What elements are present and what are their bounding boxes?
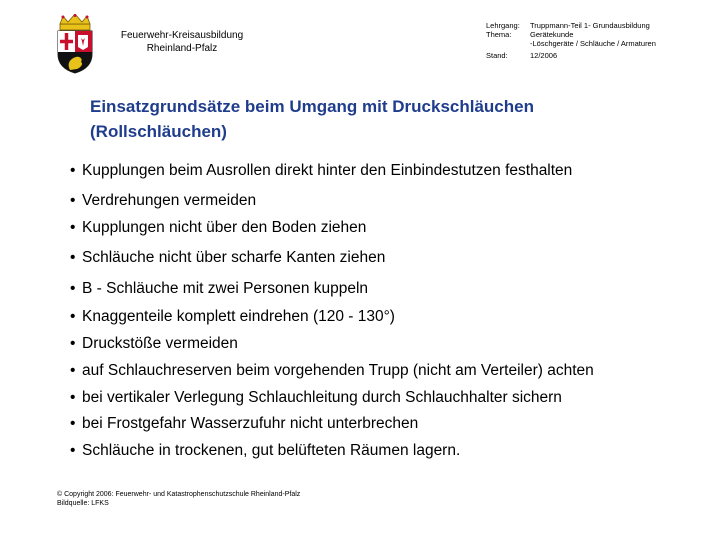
meta-value: 12/2006 <box>530 51 558 60</box>
image-source-text: Bildquelle: LFKS <box>57 500 109 507</box>
meta-key: Stand: <box>486 51 508 60</box>
meta-row-topic-cont <box>486 39 656 48</box>
copyright-text: © Copyright 2006: Feuerwehr- und Katastrophenschutzschule Rheinland-Pfalz <box>57 491 301 498</box>
meta-value: Truppmann-Teil 1- Grundausbildung <box>530 21 650 30</box>
list-item <box>70 389 562 407</box>
list-item <box>70 249 385 267</box>
meta-key <box>486 39 530 48</box>
meta-row-date <box>486 51 656 60</box>
bullet-icon: • <box>70 415 76 432</box>
list-item-text: Schläuche nicht über scharfe Kanten ziehen <box>82 249 386 266</box>
course-meta <box>486 21 656 60</box>
list-item <box>70 442 460 460</box>
bullet-icon: • <box>70 280 76 297</box>
slide-title-line-1: Einsatzgrundsätze beim Umgang mit Druckschläuchen <box>90 97 534 116</box>
organization-line-2: Rheinland-Pfalz <box>146 43 218 54</box>
bullet-icon: • <box>70 219 76 236</box>
meta-key: Thema: <box>486 30 512 39</box>
list-item-text: Schläuche in trockenen, gut belüfteten Räumen lagern. <box>82 442 461 459</box>
list-item-text: auf Schlauchreserven beim vorgehenden Trupp (nicht am Verteiler) achten <box>82 362 594 379</box>
list-item <box>70 162 572 180</box>
footer <box>57 490 300 508</box>
list-item-text: Knaggenteile komplett eindrehen (120 - 130°) <box>82 308 395 325</box>
bullet-icon: • <box>70 442 76 459</box>
bullet-icon: • <box>70 389 76 406</box>
list-item <box>70 280 368 298</box>
bullet-icon: • <box>70 362 76 379</box>
organization-line-1: Feuerwehr-Kreisausbildung <box>120 30 244 41</box>
list-item-text: Kupplungen beim Ausrollen direkt hinter den Einbindestutzen festhalten <box>82 162 573 179</box>
meta-row-course <box>486 21 656 30</box>
slide-title-line-2: (Rollschläuchen) <box>90 122 227 141</box>
list-item <box>70 335 238 353</box>
bullet-icon: • <box>70 249 76 266</box>
organization-name <box>100 29 264 55</box>
list-item-text: B - Schläuche mit zwei Personen kuppeln <box>82 280 369 297</box>
list-item-text: Druckstöße vermeiden <box>82 335 238 352</box>
meta-value: -Löschgeräte / Schläuche / Armaturen <box>530 39 656 48</box>
list-item-text: Kupplungen nicht über den Boden ziehen <box>82 219 367 236</box>
bullet-icon: • <box>70 308 76 325</box>
bullet-icon: • <box>70 162 76 179</box>
bullet-icon: • <box>70 192 76 209</box>
meta-key: Lehrgang: <box>486 21 520 30</box>
list-item <box>70 415 418 433</box>
list-item-text: bei Frostgefahr Wasserzufuhr nicht unterbrechen <box>82 415 419 432</box>
slide-title <box>90 94 690 144</box>
list-item-text: bei vertikaler Verlegung Schlauchleitung durch Schlauchhalter sichern <box>82 389 562 406</box>
crown-icon <box>60 14 90 30</box>
list-item <box>70 362 594 380</box>
coat-of-arms-rlp-logo <box>50 14 100 74</box>
list-item-text: Verdrehungen vermeiden <box>82 192 257 209</box>
list-item <box>70 308 395 326</box>
list-item <box>70 192 256 210</box>
meta-row-topic <box>486 30 656 39</box>
meta-value: Gerätekunde <box>530 30 574 39</box>
list-item <box>70 219 366 237</box>
bullet-icon: • <box>70 335 76 352</box>
